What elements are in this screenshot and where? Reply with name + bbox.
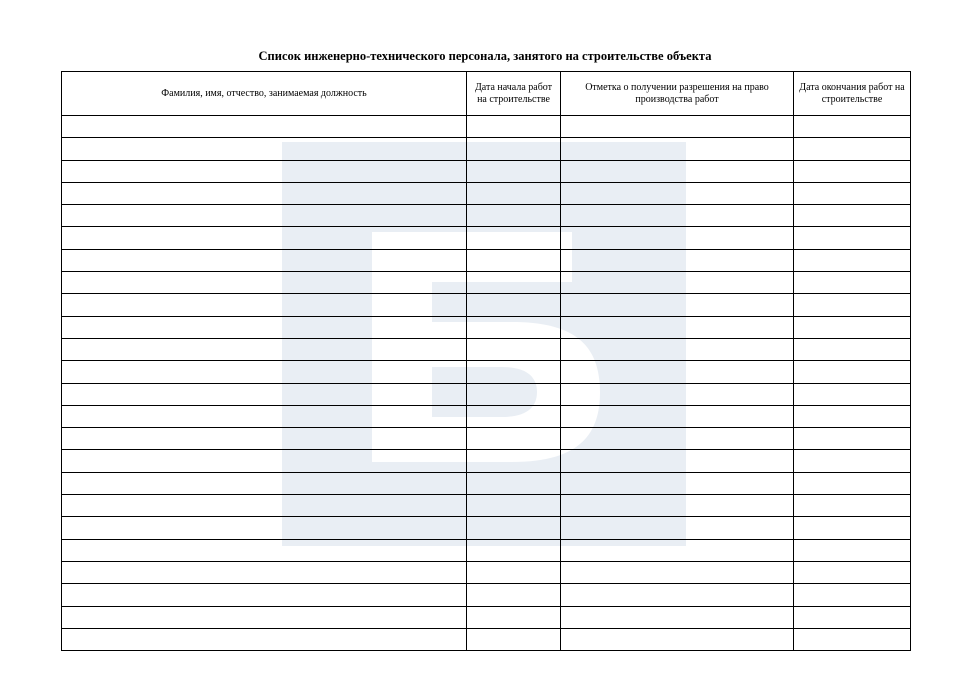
cell-permission-mark[interactable] xyxy=(561,205,794,227)
cell-end-date[interactable] xyxy=(794,539,911,561)
table-row xyxy=(62,517,911,539)
table-row xyxy=(62,606,911,628)
cell-end-date[interactable] xyxy=(794,428,911,450)
column-header-end-date: Дата окончания работ на строительстве xyxy=(794,72,911,116)
cell-end-date[interactable] xyxy=(794,116,911,138)
cell-start-date[interactable] xyxy=(467,227,561,249)
cell-end-date[interactable] xyxy=(794,495,911,517)
table-row xyxy=(62,160,911,182)
table-row xyxy=(62,495,911,517)
cell-end-date[interactable] xyxy=(794,205,911,227)
cell-full-name-position[interactable] xyxy=(62,517,467,539)
document-title: Список инженерно-технического персонала, занятого на строительстве объекта xyxy=(258,49,712,63)
table-header-row xyxy=(62,72,911,116)
cell-full-name-position[interactable] xyxy=(62,472,467,494)
cell-start-date[interactable] xyxy=(467,450,561,472)
column-header-start-date: Дата начала работ на строительстве xyxy=(467,72,561,116)
cell-start-date[interactable] xyxy=(467,584,561,606)
cell-end-date[interactable] xyxy=(794,383,911,405)
cell-permission-mark[interactable] xyxy=(561,160,794,182)
table-row xyxy=(62,249,911,271)
cell-permission-mark[interactable] xyxy=(561,361,794,383)
table-row xyxy=(62,539,911,561)
cell-start-date[interactable] xyxy=(467,361,561,383)
cell-full-name-position[interactable] xyxy=(62,428,467,450)
table-row xyxy=(62,383,911,405)
cell-end-date[interactable] xyxy=(794,561,911,583)
cell-full-name-position[interactable] xyxy=(62,205,467,227)
cell-permission-mark[interactable] xyxy=(561,628,794,650)
table-row xyxy=(62,561,911,583)
cell-start-date[interactable] xyxy=(467,272,561,294)
cell-permission-mark[interactable] xyxy=(561,561,794,583)
cell-end-date[interactable] xyxy=(794,338,911,360)
table-row xyxy=(62,405,911,427)
cell-full-name-position[interactable] xyxy=(62,272,467,294)
cell-full-name-position[interactable] xyxy=(62,138,467,160)
cell-full-name-position[interactable] xyxy=(62,116,467,138)
cell-end-date[interactable] xyxy=(794,138,911,160)
cell-end-date[interactable] xyxy=(794,227,911,249)
cell-end-date[interactable] xyxy=(794,405,911,427)
cell-full-name-position[interactable] xyxy=(62,160,467,182)
table-row xyxy=(62,116,911,138)
cell-permission-mark[interactable] xyxy=(561,584,794,606)
table-row xyxy=(62,272,911,294)
staff-table xyxy=(61,71,911,651)
cell-start-date[interactable] xyxy=(467,294,561,316)
cell-permission-mark[interactable] xyxy=(561,249,794,271)
table-row xyxy=(62,472,911,494)
table-row xyxy=(62,316,911,338)
cell-start-date[interactable] xyxy=(467,205,561,227)
cell-end-date[interactable] xyxy=(794,606,911,628)
cell-permission-mark[interactable] xyxy=(561,316,794,338)
cell-start-date[interactable] xyxy=(467,160,561,182)
cell-full-name-position[interactable] xyxy=(62,561,467,583)
cell-start-date[interactable] xyxy=(467,316,561,338)
table-row xyxy=(62,338,911,360)
cell-permission-mark[interactable] xyxy=(561,450,794,472)
cell-start-date[interactable] xyxy=(467,539,561,561)
table-row xyxy=(62,182,911,204)
cell-permission-mark[interactable] xyxy=(561,272,794,294)
cell-full-name-position[interactable] xyxy=(62,405,467,427)
cell-start-date[interactable] xyxy=(467,116,561,138)
cell-start-date[interactable] xyxy=(467,182,561,204)
cell-end-date[interactable] xyxy=(794,294,911,316)
table-row xyxy=(62,628,911,650)
cell-end-date[interactable] xyxy=(794,316,911,338)
cell-permission-mark[interactable] xyxy=(561,428,794,450)
cell-permission-mark[interactable] xyxy=(561,227,794,249)
cell-permission-mark[interactable] xyxy=(561,405,794,427)
cell-full-name-position[interactable] xyxy=(62,628,467,650)
cell-full-name-position[interactable] xyxy=(62,539,467,561)
cell-start-date[interactable] xyxy=(467,428,561,450)
cell-full-name-position[interactable] xyxy=(62,361,467,383)
cell-end-date[interactable] xyxy=(794,182,911,204)
cell-end-date[interactable] xyxy=(794,517,911,539)
cell-end-date[interactable] xyxy=(794,450,911,472)
cell-start-date[interactable] xyxy=(467,138,561,160)
cell-permission-mark[interactable] xyxy=(561,606,794,628)
cell-full-name-position[interactable] xyxy=(62,338,467,360)
cell-start-date[interactable] xyxy=(467,606,561,628)
cell-start-date[interactable] xyxy=(467,628,561,650)
column-header-permission-mark: Отметка о получении разрешения на право производства работ xyxy=(561,72,794,116)
table-row xyxy=(62,294,911,316)
cell-permission-mark[interactable] xyxy=(561,517,794,539)
cell-end-date[interactable] xyxy=(794,160,911,182)
table-row xyxy=(62,138,911,160)
cell-permission-mark[interactable] xyxy=(561,383,794,405)
cell-end-date[interactable] xyxy=(794,628,911,650)
cell-start-date[interactable] xyxy=(467,338,561,360)
cell-permission-mark[interactable] xyxy=(561,338,794,360)
column-header-full-name-position: Фамилия, имя, отчество, занимаемая должность xyxy=(62,72,467,116)
table-row xyxy=(62,428,911,450)
cell-start-date[interactable] xyxy=(467,495,561,517)
cell-end-date[interactable] xyxy=(794,472,911,494)
cell-start-date[interactable] xyxy=(467,561,561,583)
cell-start-date[interactable] xyxy=(467,472,561,494)
cell-permission-mark[interactable] xyxy=(561,138,794,160)
cell-permission-mark[interactable] xyxy=(561,495,794,517)
cell-start-date[interactable] xyxy=(467,249,561,271)
cell-start-date[interactable] xyxy=(467,405,561,427)
table-row xyxy=(62,450,911,472)
cell-start-date[interactable] xyxy=(467,517,561,539)
cell-full-name-position[interactable] xyxy=(62,606,467,628)
cell-permission-mark[interactable] xyxy=(561,294,794,316)
cell-permission-mark[interactable] xyxy=(561,182,794,204)
cell-full-name-position[interactable] xyxy=(62,450,467,472)
cell-full-name-position[interactable] xyxy=(62,294,467,316)
cell-full-name-position[interactable] xyxy=(62,227,467,249)
cell-permission-mark[interactable] xyxy=(561,539,794,561)
table-row xyxy=(62,361,911,383)
cell-end-date[interactable] xyxy=(794,584,911,606)
cell-full-name-position[interactable] xyxy=(62,182,467,204)
cell-full-name-position[interactable] xyxy=(62,584,467,606)
table-row xyxy=(62,584,911,606)
cell-full-name-position[interactable] xyxy=(62,249,467,271)
cell-start-date[interactable] xyxy=(467,383,561,405)
cell-full-name-position[interactable] xyxy=(62,383,467,405)
cell-end-date[interactable] xyxy=(794,249,911,271)
cell-full-name-position[interactable] xyxy=(62,316,467,338)
table-row xyxy=(62,205,911,227)
table-row xyxy=(62,227,911,249)
cell-end-date[interactable] xyxy=(794,361,911,383)
cell-full-name-position[interactable] xyxy=(62,495,467,517)
cell-permission-mark[interactable] xyxy=(561,472,794,494)
cell-permission-mark[interactable] xyxy=(561,116,794,138)
table-body xyxy=(62,116,911,651)
cell-end-date[interactable] xyxy=(794,272,911,294)
